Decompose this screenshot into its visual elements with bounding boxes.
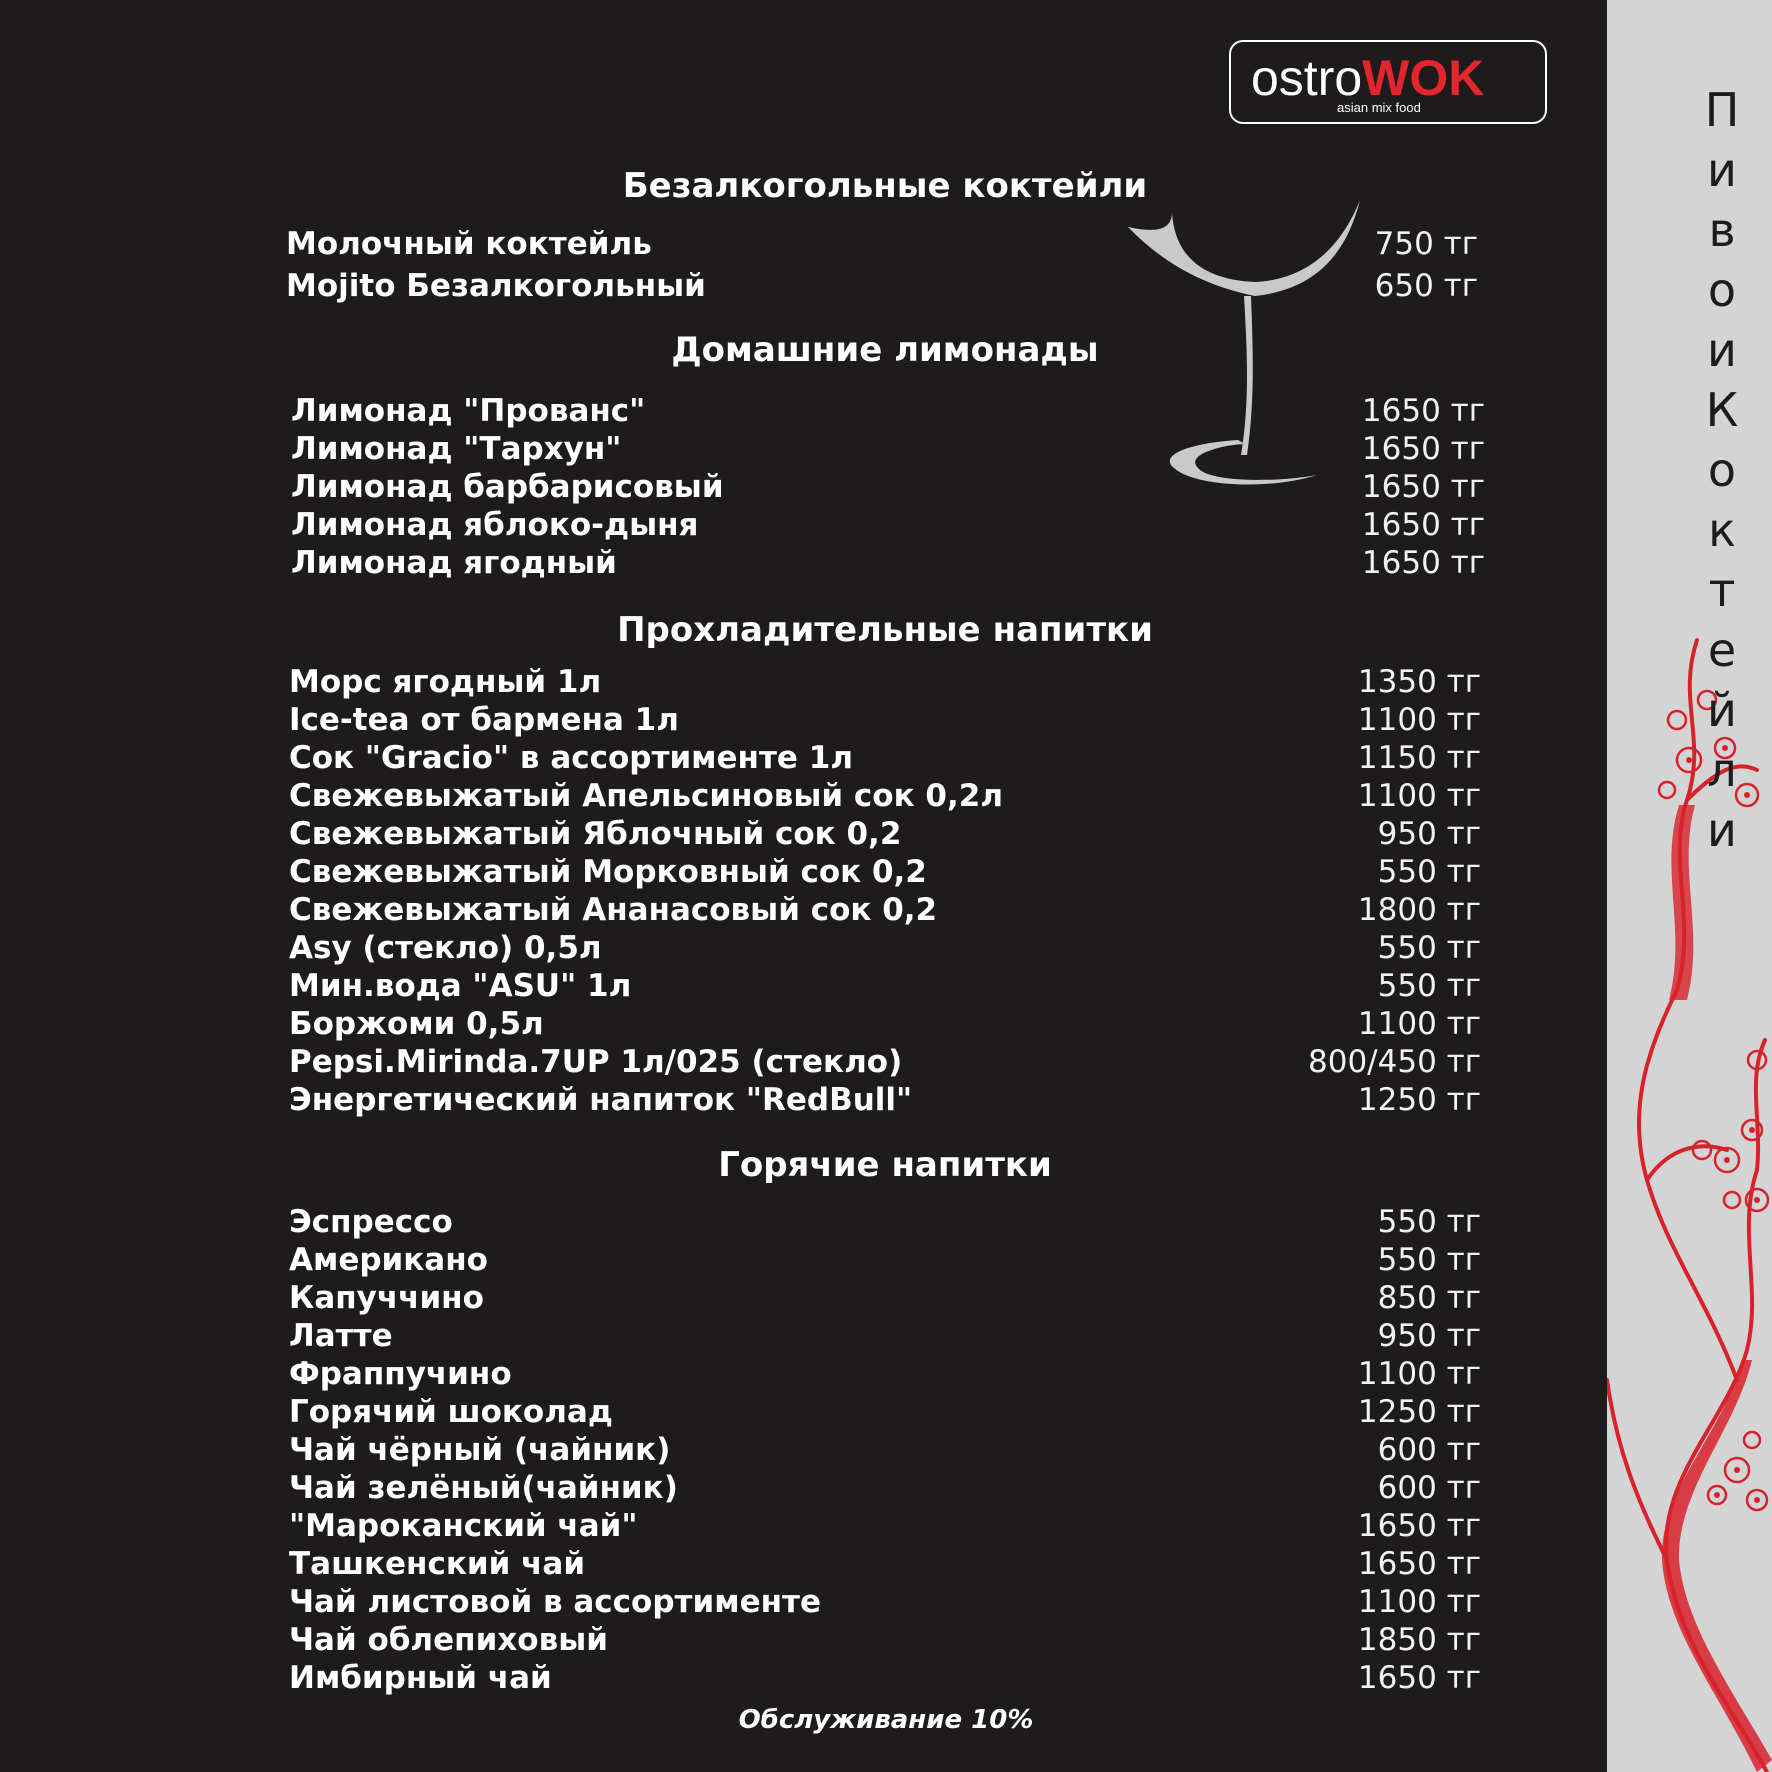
menu-item [289, 663, 1481, 701]
menu-item [289, 1659, 1481, 1697]
menu-item [289, 815, 1481, 853]
menu-item [289, 891, 1481, 929]
item-name: Mojito Безалкогольный [286, 268, 706, 304]
brand-logo [1229, 40, 1547, 124]
menu-item [291, 430, 1485, 468]
menu-item [289, 701, 1481, 739]
item-price: 600 тг [1377, 1470, 1481, 1506]
item-name: Мин.вода "ASU" 1л [289, 968, 632, 1004]
item-name: Имбирный чай [289, 1660, 552, 1696]
item-price: 550 тг [1377, 1204, 1481, 1240]
item-price: 1650 тг [1361, 545, 1485, 581]
menu-item [289, 853, 1481, 891]
item-price: 800/450 тг [1308, 1044, 1481, 1080]
menu-item [289, 777, 1481, 815]
menu-item [291, 468, 1485, 506]
item-price: 1100 тг [1357, 1006, 1481, 1042]
item-price: 850 тг [1377, 1280, 1481, 1316]
item-name: Свежевыжатый Ананасовый сок 0,2 [289, 892, 938, 928]
item-name: Asy (стекло) 0,5л [289, 930, 602, 966]
item-price: 1650 тг [1357, 1546, 1481, 1582]
item-price: 550 тг [1377, 968, 1481, 1004]
item-name: Свежевыжатый Морковный сок 0,2 [289, 854, 927, 890]
menu-item [286, 267, 1478, 305]
menu-item [289, 1431, 1481, 1469]
item-price: 1100 тг [1357, 702, 1481, 738]
item-name: "Мароканский чай" [289, 1508, 638, 1544]
item-name: Молочный коктейль [286, 226, 652, 262]
side-title: Пиво и Коктейли [1704, 83, 1740, 857]
item-price: 550 тг [1377, 1242, 1481, 1278]
menu-item [289, 1279, 1481, 1317]
item-name: Чай облепиховый [289, 1622, 608, 1658]
item-name: Эспрессо [289, 1204, 453, 1240]
item-price: 1250 тг [1357, 1082, 1481, 1118]
service-note: Обслуживание 10% [738, 1705, 1034, 1735]
item-name: Энергетический напиток "RedBull" [289, 1082, 913, 1118]
menu-item [286, 225, 1478, 263]
brand-name-part1: ostro [1251, 50, 1363, 106]
item-name: Ташкенский чай [289, 1546, 586, 1582]
item-name: Лимонад барбарисовый [291, 469, 724, 505]
item-price: 1650 тг [1361, 393, 1485, 429]
item-price: 1650 тг [1361, 469, 1485, 505]
item-name: Морс ягодный 1л [289, 664, 602, 700]
item-price: 1800 тг [1357, 892, 1481, 928]
item-price: 550 тг [1377, 930, 1481, 966]
item-name: Чай зелёный(чайник) [289, 1470, 678, 1506]
item-price: 1100 тг [1357, 1584, 1481, 1620]
item-name: Лимонад "Тархун" [291, 431, 622, 467]
item-price: 950 тг [1377, 1318, 1481, 1354]
item-name: Сок "Gracio" в ассортименте 1л [289, 740, 854, 776]
item-price: 1350 тг [1357, 664, 1481, 700]
item-price: 1850 тг [1357, 1622, 1481, 1658]
menu-item [289, 967, 1481, 1005]
item-price: 1650 тг [1361, 431, 1485, 467]
item-name: Чай чёрный (чайник) [289, 1432, 671, 1468]
item-price: 650 тг [1374, 268, 1478, 304]
item-price: 750 тг [1374, 226, 1478, 262]
section-title: Прохладительные напитки [617, 610, 1153, 650]
item-name: Фраппучино [289, 1356, 512, 1392]
item-price: 1100 тг [1357, 778, 1481, 814]
menu-item [289, 929, 1481, 967]
item-name: Американо [289, 1242, 488, 1278]
menu-item [291, 544, 1485, 582]
item-price: 600 тг [1377, 1432, 1481, 1468]
menu-item [289, 1043, 1481, 1081]
menu-item [289, 1317, 1481, 1355]
section-title: Горячие напитки [718, 1145, 1052, 1185]
item-price: 950 тг [1377, 816, 1481, 852]
item-price: 550 тг [1377, 854, 1481, 890]
menu-item [289, 1621, 1481, 1659]
item-name: Свежевыжатый Апельсиновый сок 0,2л [289, 778, 1004, 814]
menu-item [289, 1355, 1481, 1393]
item-name: Свежевыжатый Яблочный сок 0,2 [289, 816, 902, 852]
item-name: Лимонад яблоко-дыня [291, 507, 699, 543]
menu-item [289, 1393, 1481, 1431]
item-name: Боржоми 0,5л [289, 1006, 544, 1042]
menu-item [289, 1545, 1481, 1583]
menu-item [291, 392, 1485, 430]
menu-item [289, 1507, 1481, 1545]
item-name: Капуччино [289, 1280, 484, 1316]
item-price: 1650 тг [1361, 507, 1485, 543]
section-title: Домашние лимонады [671, 330, 1099, 370]
menu-item [289, 1081, 1481, 1119]
item-price: 1250 тг [1357, 1394, 1481, 1430]
item-price: 1650 тг [1357, 1660, 1481, 1696]
item-name: Лимонад "Прованс" [291, 393, 646, 429]
section-title: Безалкогольные коктейли [622, 166, 1148, 206]
item-name: Лимонад ягодный [291, 545, 617, 581]
menu-item [289, 1469, 1481, 1507]
item-price: 1650 тг [1357, 1508, 1481, 1544]
item-price: 1100 тг [1357, 1356, 1481, 1392]
menu-item [291, 506, 1485, 544]
menu-item [289, 1005, 1481, 1043]
menu-item [289, 1583, 1481, 1621]
item-name: Чай листовой в ассортименте [289, 1584, 822, 1620]
item-price: 1150 тг [1357, 740, 1481, 776]
item-name: Латте [289, 1318, 393, 1354]
item-name: Горячий шоколад [289, 1394, 613, 1430]
side-panel [1607, 0, 1772, 1772]
cherry-blossom-branch-icon [1607, 0, 1772, 1772]
item-name: Pepsi.Mirinda.7UP 1л/025 (стекло) [289, 1044, 903, 1080]
menu-item [289, 1241, 1481, 1279]
menu-item [289, 1203, 1481, 1241]
brand-tagline: asian mix food [1337, 100, 1421, 115]
menu-item [289, 739, 1481, 777]
brand-name-part2: WOK [1362, 50, 1485, 106]
brand-name [1251, 50, 1484, 106]
item-name: Ice-tea от бармена 1л [289, 702, 679, 738]
